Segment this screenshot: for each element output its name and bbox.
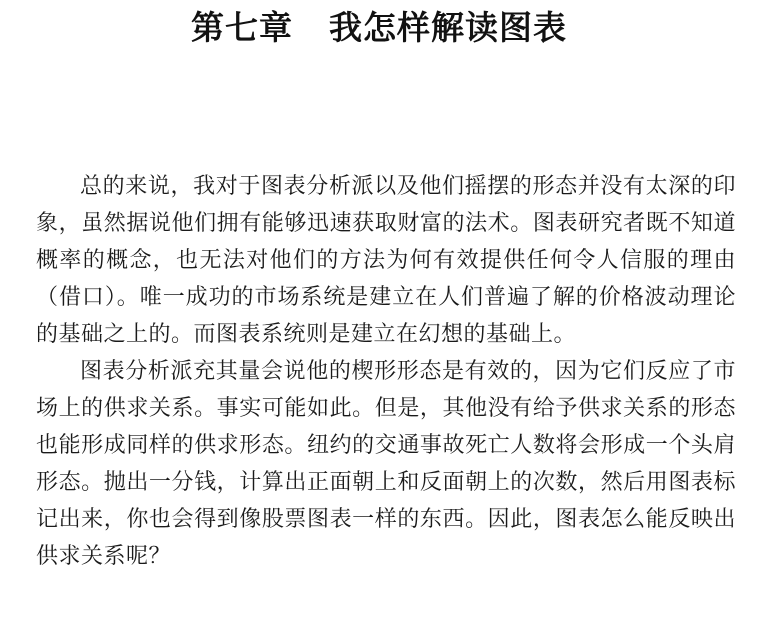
chapter-title: 我怎样解读图表 bbox=[329, 8, 567, 47]
chapter-body bbox=[36, 168, 736, 575]
chapter-number: 第七章 bbox=[191, 8, 293, 47]
paragraph: 总的来说，我对于图表分析派以及他们摇摆的形态并没有太深的印象，虽然据说他们拥有能够迅速获取财富的法术。图表研究者既不知道概率的概念，也无法对他们的方法为何有效提供任何令人信服的理由（借口）。唯一成功的市场系统是建立在人们普遍了解的价格波动理论的基础之上的。而图表系统则是建立在幻想的基础上。 bbox=[36, 174, 736, 347]
paragraph: 图表分析派充其量会说他的楔形形态是有效的，因为它们反应了市场上的供求关系。事实可能如此。但是，其他没有给予供求关系的形态也能形成同样的供求形态。纽约的交通事故死亡人数将会形成一个头肩形态。抛出一分钱，计算出正面朝上和反面朝上的次数，然后用图表标记出来，你也会得到像股票图表一样的东西。因此，图表怎么能反映出供求关系呢？ bbox=[36, 359, 736, 569]
chapter-heading bbox=[0, 4, 758, 52]
